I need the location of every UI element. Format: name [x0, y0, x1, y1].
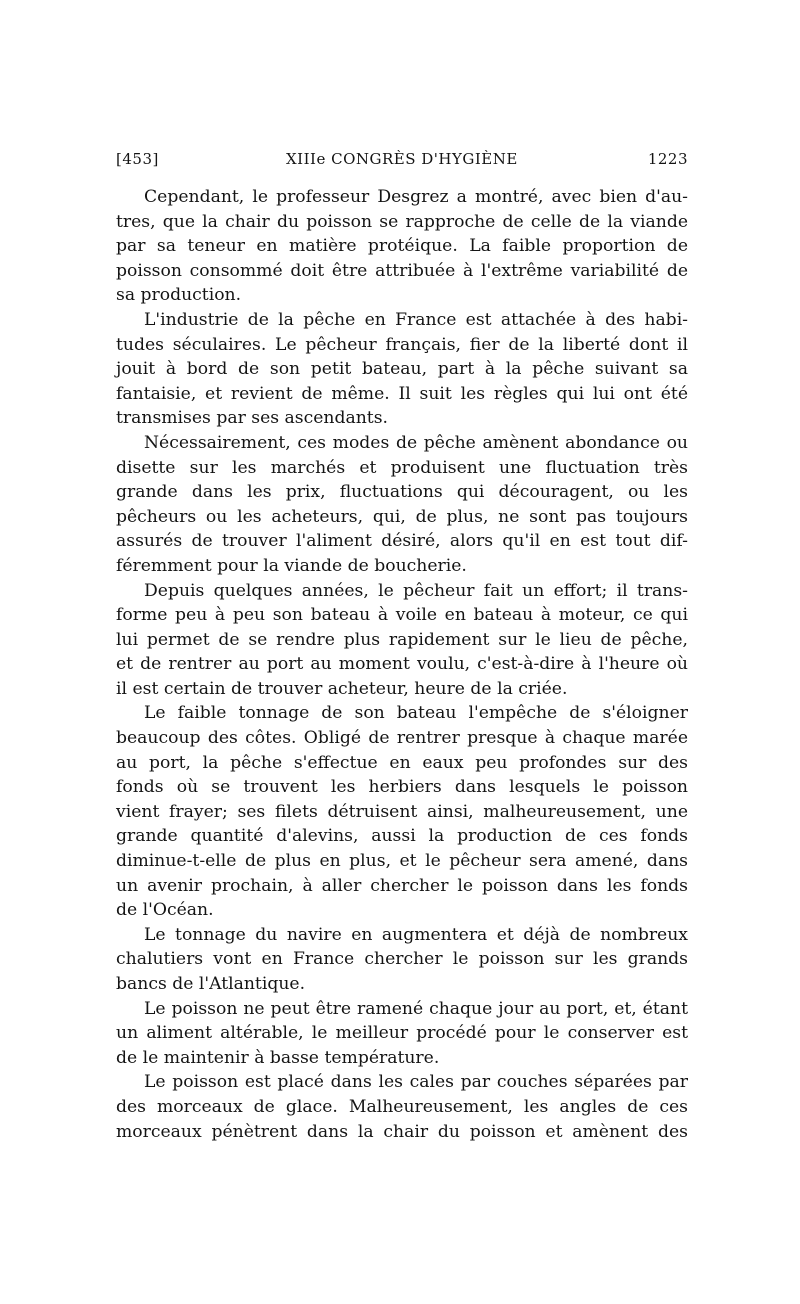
text-line: des morceaux de glace. Malheureusement, les angles de ces	[116, 1096, 688, 1117]
paragraph	[116, 997, 688, 1071]
body-text	[116, 185, 688, 1144]
text-line: un aliment altérable, le meilleur procédé pour le conserver est	[116, 1023, 688, 1044]
text-line: fonds où se trouvent les herbiers dans lesquels le poisson	[116, 777, 688, 798]
text-line: transmises par ses ascendants.	[116, 408, 388, 429]
text-line: au port, la pêche s'effectue en eaux peu profondes sur des	[116, 752, 688, 773]
paragraph	[116, 579, 688, 702]
paragraph	[116, 308, 688, 431]
text-line: un avenir prochain, à aller chercher le poisson dans les fonds	[116, 875, 688, 896]
paragraph	[116, 431, 688, 579]
paragraph	[116, 1070, 688, 1144]
text-line: tudes séculaires. Le pêcheur français, fier de la liberté dont il	[116, 334, 688, 355]
text-line: diminue-t-elle de plus en plus, et le pêcheur sera amené, dans	[116, 851, 688, 872]
paragraph	[116, 185, 688, 308]
text-line: assurés de trouver l'aliment désiré, alors qu'il en est tout dif-	[116, 531, 688, 552]
text-line: Nécessairement, ces modes de pêche amènent abondance ou	[144, 432, 688, 453]
text-line: et de rentrer au port au moment voulu, c'est-à-dire à l'heure où	[116, 654, 688, 675]
text-line: sa production.	[116, 285, 242, 306]
text-line: Depuis quelques années, le pêcheur fait un effort; il trans-	[144, 580, 688, 601]
text-line: beaucoup des côtes. Obligé de rentrer presque à chaque marée	[116, 728, 688, 749]
text-line: grande quantité d'alevins, aussi la production de ces fonds	[116, 826, 688, 847]
text-line: fantaisie, et revient de même. Il suit les règles qui lui ont été	[116, 383, 688, 404]
text-line: bancs de l'Atlantique.	[116, 974, 306, 994]
text-line: morceaux pénètrent dans la chair du poisson et amènent des	[116, 1121, 688, 1142]
text-line: forme peu à peu son bateau à voile en bateau à moteur, ce qui	[116, 605, 688, 626]
text-line: L'industrie de la pêche en France est attachée à des habi-	[144, 309, 688, 330]
header-running-title: XIIIe CONGRÈS D'HYGIÈNE	[286, 150, 518, 168]
text-line: tres, que la chair du poisson se rapproche de celle de la viande	[116, 211, 688, 232]
text-line: Le poisson est placé dans les cales par couches séparées par	[144, 1072, 688, 1093]
running-header	[116, 150, 688, 172]
text-line: Le faible tonnage de son bateau l'empêche de s'éloigner	[144, 703, 688, 724]
text-line: de l'Océan.	[116, 900, 214, 921]
text-line: grande dans les prix, fluctuations qui découragent, ou les	[116, 482, 688, 503]
text-line: vient frayer; ses filets détruisent ainsi, malheureusement, une	[116, 801, 688, 822]
text-line: pêcheurs ou les acheteurs, qui, de plus, ne sont pas toujours	[116, 506, 688, 527]
text-line: lui permet de se rendre plus rapidement sur le lieu de pêche,	[116, 629, 688, 650]
text-line: chalutiers vont en France chercher le poisson sur les grands	[116, 949, 688, 970]
paragraph	[116, 701, 688, 922]
text-line: féremment pour la viande de boucherie.	[116, 555, 467, 576]
text-line: par sa teneur en matière protéique. La faible proportion de	[116, 236, 688, 257]
header-page-ref: [453]	[116, 150, 159, 168]
paragraph	[116, 923, 688, 997]
text-line: Le poisson ne peut être ramené chaque jour au port, et, étant	[144, 998, 688, 1019]
text-line: disette sur les marchés et produisent une fluctuation très	[116, 457, 688, 478]
text-line: il est certain de trouver acheteur, heure de la criée.	[116, 678, 568, 699]
text-line: Le tonnage du navire en augmentera et déjà de nombreux	[144, 924, 688, 945]
text-line: Cependant, le professeur Desgrez a montré, avec bien d'au-	[144, 187, 688, 207]
text-line: de le maintenir à basse température.	[116, 1047, 440, 1068]
text-line: poisson consommé doit être attribuée à l'extrême variabilité de	[116, 260, 688, 281]
header-page-number: 1223	[647, 150, 688, 168]
text-line: jouit à bord de son petit bateau, part à la pêche suivant sa	[116, 359, 688, 380]
